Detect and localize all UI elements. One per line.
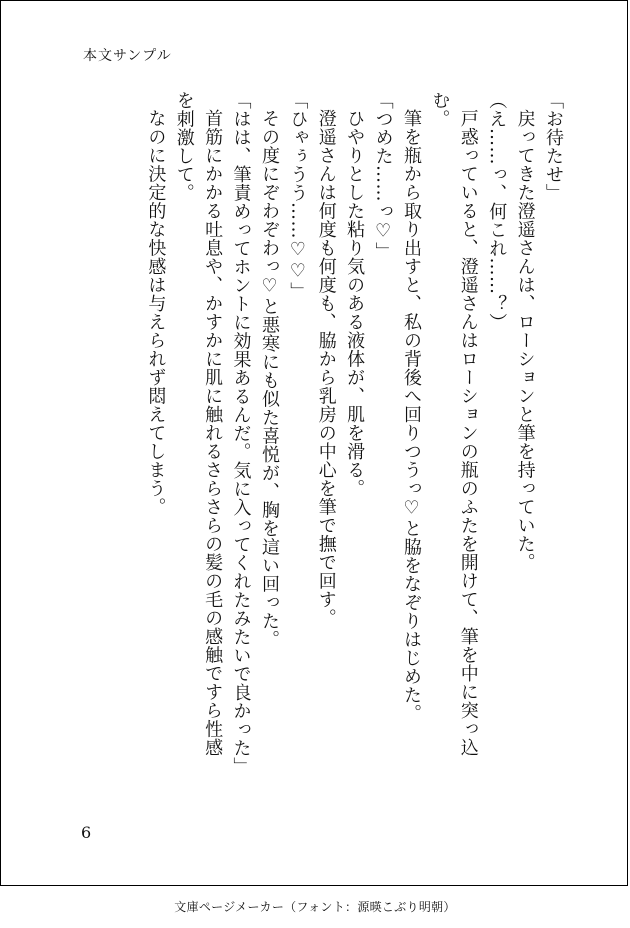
text-line: 「つめた……っ♡」 — [372, 91, 394, 261]
text-line: 「ひゃぅうう……♡♡」 — [287, 91, 309, 301]
text-line: を刺激して。 — [173, 91, 195, 202]
text-line: なのに決定的な快感は与えられず悶えてしまう。 — [145, 109, 167, 516]
text-line: 戸惑っていると、澄遥さんはローションの瓶のふたを開けて、筆を中に突っ込 — [457, 109, 479, 757]
text-line: 「お待たせ」 — [543, 91, 564, 202]
text-line: 澄遥さんは何度も何度も、脇から乳房の中心を筆で撫で回す。 — [315, 109, 337, 627]
text-line: 「はは、筆責めってホントに効果あるんだ。気に入ってくれたみたいで良かった」 — [230, 91, 252, 776]
text-line: 首筋にかかる吐息や、かすかに肌に触れるさらさらの髪の毛の感触ですら性感 — [202, 109, 224, 757]
text-line: 筆を瓶から取り出すと、私の背後へ回りつうっ♡と脇をなぞりはじめた。 — [400, 109, 422, 723]
text-line: ひやりとした粘り気のある液体が、肌を滑る。 — [344, 109, 366, 498]
text-line: その度にぞわぞわっ♡と悪寒にも似た喜悦が、胸を這い回った。 — [258, 109, 280, 649]
text-line: む。 — [429, 91, 451, 128]
text-line: 戻ってきた澄遥さんは、ローションと筆を持っていた。 — [514, 109, 536, 572]
text-line: （え……っ、何これ……？） — [486, 91, 508, 332]
vertical-body-text — [47, 91, 567, 776]
footer-caption: 文庫ページメーカー（フォント：源暎こぶり明朝） — [174, 900, 456, 914]
page-header-title: 本文サンプル — [83, 48, 172, 64]
page-number: 6 — [81, 823, 92, 842]
